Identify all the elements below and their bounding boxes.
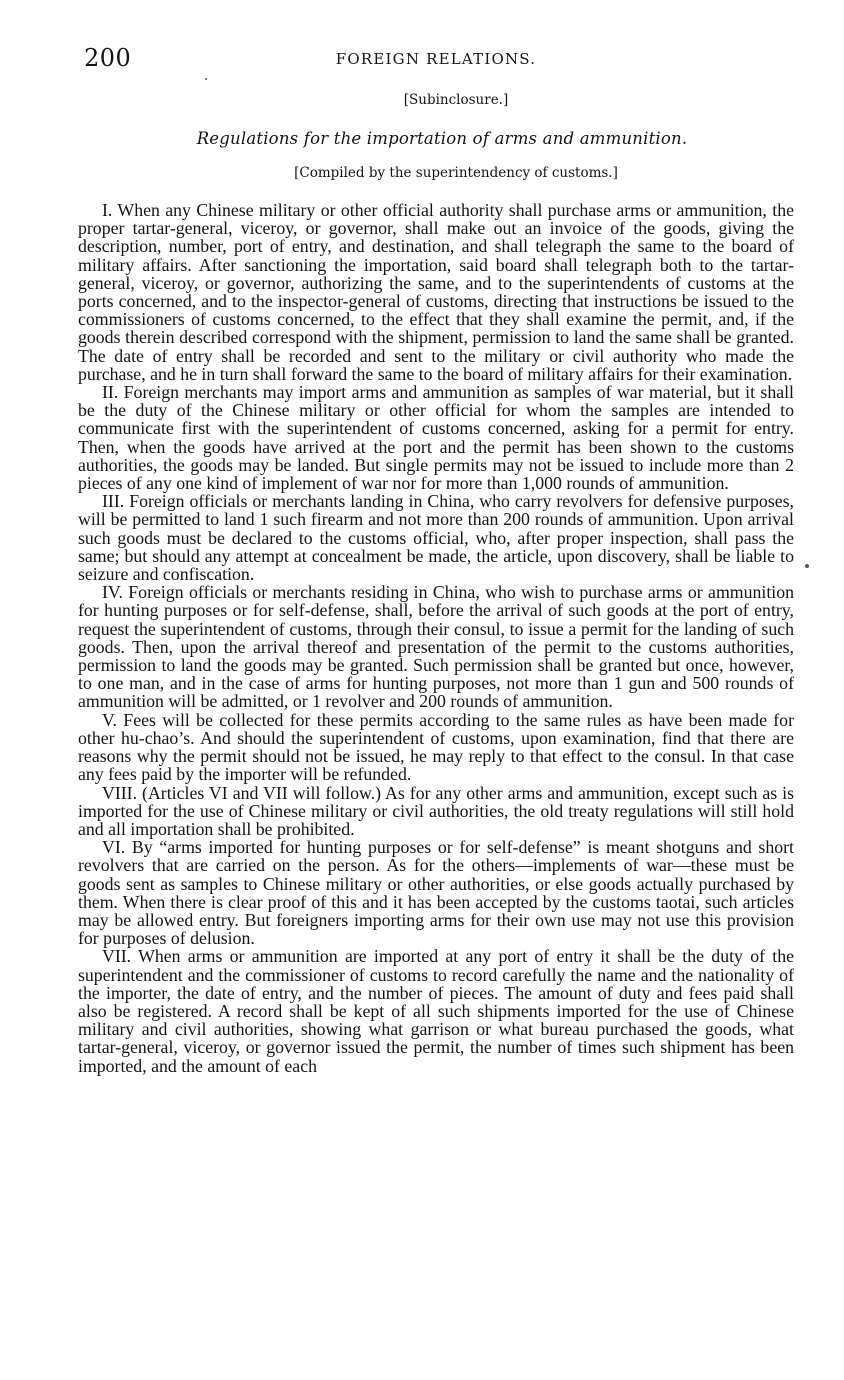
compiled-note: [Compiled by the superintendency of customs.] — [294, 165, 618, 181]
paragraph-article-v: V. Fees will be collected for these permits according to the same rules as have been made for other hu-chao’s. And should the superintendent of customs, upon examination, find that there are reasons why the permit should not be issued, he may reply to that effect to the consul. In that case any fees paid by the importer will be refunded. — [78, 709, 794, 785]
paragraph-article-viii: VIII. (Articles VI and VII will follow.) As for any other arms and ammunition, except such as is imported for the use of Chinese military or civil authorities, the old treaty regulations will still hold and all importation shall be prohibited. — [78, 782, 794, 839]
paragraph-article-vi: VI. By “arms imported for hunting purposes or for self-defense” is meant shotguns and short revolvers that are carried on the person. As for the others—implements of war—these must be goods sent as samples to Chinese military or other authorities, or else goods actually purchased by them. When there is clear proof of this and it has been accepted by the customs taotai, such articles may be allowed entry. But foreigners importing arms for their own use may not use this provision for purposes of delusion. — [78, 837, 794, 949]
running-header — [78, 40, 794, 80]
paragraph-article-iii: III. Foreign officials or merchants landing in China, who carry revolvers for defensive purposes, will be permitted to land 1 such firearm and not more than 200 rounds of ammunition. Upon arrival such goods must be declared to the customs official, who, after proper inspection, shall pass the same; but should any attempt at concealment be made, the article, upon discovery, shall be liable to seizure and confiscation. — [78, 491, 794, 585]
document-title: Regulations for the importation of arms and ammunition. — [196, 129, 688, 148]
paragraph-article-iv: IV. Foreign officials or merchants residing in China, who wish to purchase arms or ammunition for hunting purposes or for self-defense, shall, before the arrival of such goods at the port of entry, request the superintendent of customs, through their consul, to issue a permit for the landing of such goods. Then, upon the arrival thereof and presentation of the permit to the customs authorities, permission to land the goods may be granted. Such permission shall be granted but once, however, to one man, and in the case of arms for hunting purposes, not more than 1 gun and 500 rounds of ammunition will be admitted, or 1 revolver and 200 rounds of ammunition. — [78, 582, 794, 712]
paragraph-article-i: I. When any Chinese military or other official authority shall purchase arms or ammunition, the proper tartar-general, viceroy, or governor, shall make out an invoice of the goods, giving the description, number, port of entry, and destination, and shall telegraph the same to the board of military affairs. After sanctioning the importation, said board shall telegraph both to the tartar-general, viceroy, or governor, authorizing the same, and to the superintendents of customs at the ports concerned, and to the inspector-general of customs, directing that instructions be issued to the commissioners of customs concerned, to the effect that they shall examine the permit, and, if the goods therein described correspond with the shipment, permission to land the same shall be granted. The date of entry shall be recorded and sent to the military or civil authority who made the purchase, and he in turn shall forward the same to the board of military affairs for their examination. — [78, 200, 794, 384]
subinclosure-label: [Subinclosure.] — [403, 92, 509, 108]
scan-speck — [205, 78, 207, 80]
document-page — [78, 40, 794, 1075]
page-number: 200 — [84, 44, 132, 72]
paragraph-article-ii: II. Foreign merchants may import arms and ammunition as samples of war material, but it shall be the duty of the Chinese military or other official for whom the samples are intended to communicate first with the superintendent of customs concerned, asking for a permit for entry. Then, when the goods have arrived at the port and the permit has been shown to the customs authorities, the goods may be landed. But single permits may not be issued to include more than 2 pieces of any one kind of implement of war nor for more than 1,000 rounds of ammunition. — [78, 382, 794, 494]
paragraph-article-vii: VII. When arms or ammunition are imported at any port of entry it shall be the duty of the superintendent and the commissioner of customs to record carefully the name and the nationality of the importer, the date of entry, and the number of pieces. The amount of duty and fees paid shall also be registered. A record shall be kept of all such shipments imported for the use of Chinese military and civil authorities, showing what garrison or what bureau purchased the goods, what tartar-general, viceroy, or governor issued the permit, the number of times such shipment has been imported, and the amount of each — [78, 946, 794, 1076]
running-title: FOREIGN RELATIONS. — [335, 50, 537, 68]
regulations-body — [78, 201, 794, 1075]
scan-speck — [805, 564, 809, 568]
